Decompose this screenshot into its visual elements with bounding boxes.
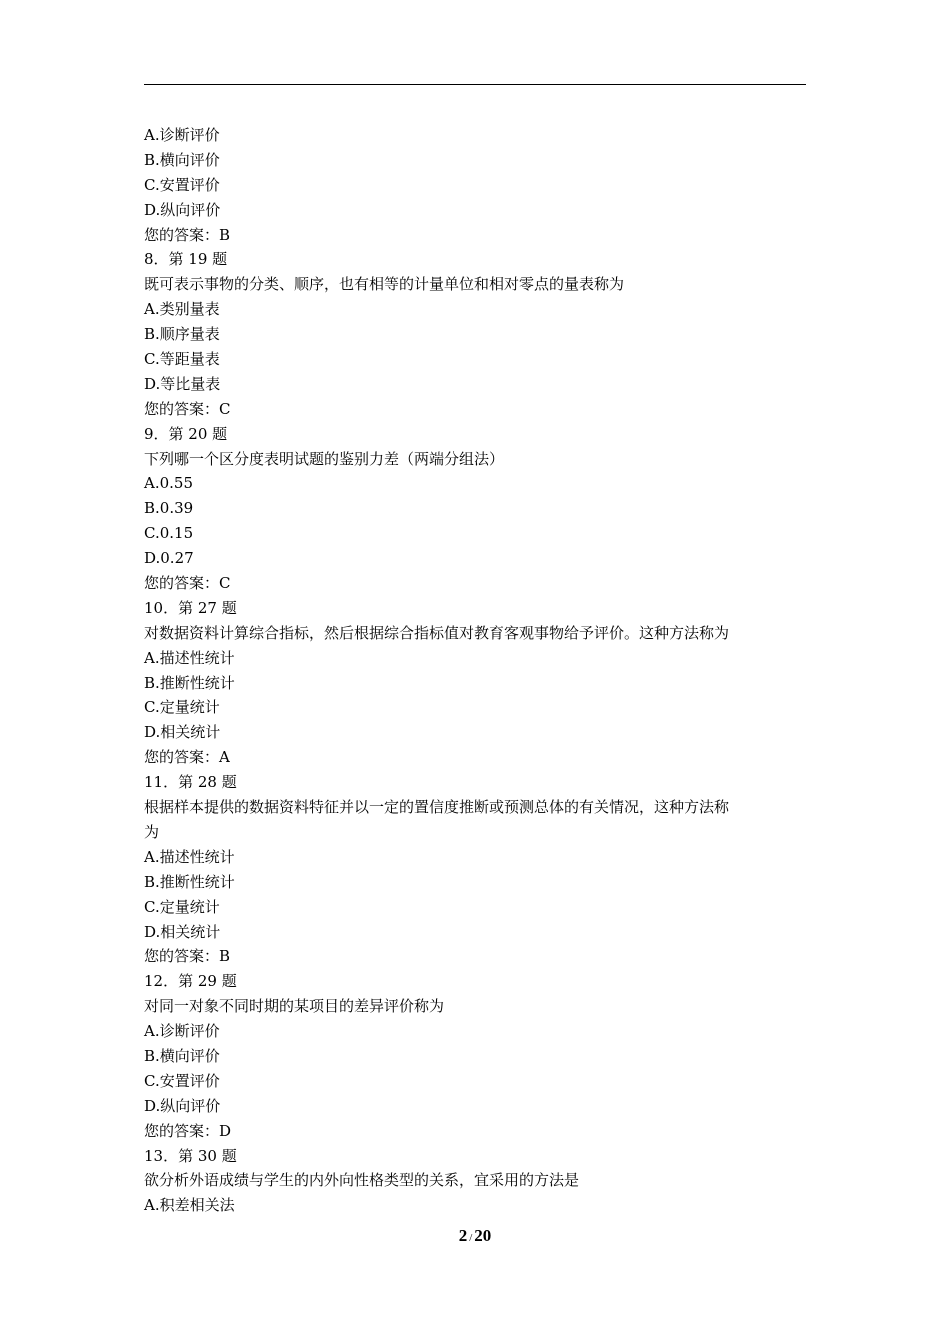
text-line: B.推断性统计 bbox=[144, 872, 235, 891]
text-line: C.定量统计 bbox=[144, 698, 220, 717]
text-line: 您的答案：C bbox=[144, 574, 231, 593]
page-separator: / bbox=[469, 1232, 473, 1244]
text-line: 您的答案：A bbox=[144, 748, 230, 767]
text-line: A.积差相关法 bbox=[144, 1196, 235, 1215]
text-line: 对数据资料计算综合指标，然后根据综合指标值对教育客观事物给予评价。这种方法称为 bbox=[144, 623, 730, 642]
text-line: 您的答案：B bbox=[144, 947, 231, 966]
text-line: A.类别量表 bbox=[144, 300, 220, 319]
header-rule bbox=[144, 84, 806, 85]
text-line: B.横向评价 bbox=[144, 150, 220, 169]
current-page-number: 2 bbox=[458, 1226, 468, 1245]
text-line: B.横向评价 bbox=[144, 1046, 220, 1065]
text-line: 13．第 30 题 bbox=[144, 1146, 237, 1165]
text-line: 您的答案：D bbox=[144, 1121, 232, 1140]
text-line: A.描述性统计 bbox=[144, 648, 235, 667]
text-line: D.0.27 bbox=[144, 549, 194, 568]
text-line: D.相关统计 bbox=[144, 922, 221, 941]
text-line: B.推断性统计 bbox=[144, 673, 235, 692]
text-line: A.描述性统计 bbox=[144, 847, 235, 866]
text-line: D.相关统计 bbox=[144, 723, 221, 742]
text-line: C.等距量表 bbox=[144, 350, 220, 369]
text-line: 9．第 20 题 bbox=[144, 424, 228, 443]
text-line: 8．第 19 题 bbox=[144, 250, 228, 269]
text-line: 您的答案：C bbox=[144, 399, 231, 418]
text-line: 既可表示事物的分类、顺序，也有相等的计量单位和相对零点的量表称为 bbox=[144, 275, 625, 294]
text-line: 10．第 27 题 bbox=[144, 598, 237, 617]
text-line: A.诊断评价 bbox=[144, 1022, 220, 1041]
text-line: A.诊断评价 bbox=[144, 126, 220, 144]
text-line: 12．第 29 题 bbox=[144, 972, 237, 991]
text-line: A.0.55 bbox=[144, 474, 193, 493]
text-line: 您的答案：B bbox=[144, 225, 231, 244]
text-line: C.定量统计 bbox=[144, 897, 220, 916]
page-number bbox=[0, 1226, 950, 1246]
text-line: 根据样本提供的数据资料特征并以一定的置信度推断或预测总体的有关情况，这种方法称 bbox=[144, 798, 730, 817]
text-line: C.0.15 bbox=[144, 524, 194, 543]
text-line: D.纵向评价 bbox=[144, 1096, 221, 1115]
text-line: B.顺序量表 bbox=[144, 325, 220, 344]
text-line: 对同一对象不同时期的某项目的差异评价称为 bbox=[144, 997, 445, 1016]
text-line: D.纵向评价 bbox=[144, 200, 221, 219]
text-line: 11．第 28 题 bbox=[144, 773, 237, 792]
text-line: 为 bbox=[144, 822, 160, 841]
total-page-count: 20 bbox=[474, 1226, 492, 1245]
text-line: 欲分析外语成绩与学生的内外向性格类型的关系，宜采用的方法是 bbox=[144, 1171, 580, 1190]
text-line: B.0.39 bbox=[144, 499, 194, 518]
text-line: C.安置评价 bbox=[144, 1071, 220, 1090]
text-line: C.安置评价 bbox=[144, 175, 220, 194]
text-line: 下列哪一个区分度表明试题的鉴别力差（两端分组法） bbox=[144, 449, 505, 468]
document-body bbox=[144, 123, 806, 1218]
text-line: D.等比量表 bbox=[144, 374, 221, 393]
